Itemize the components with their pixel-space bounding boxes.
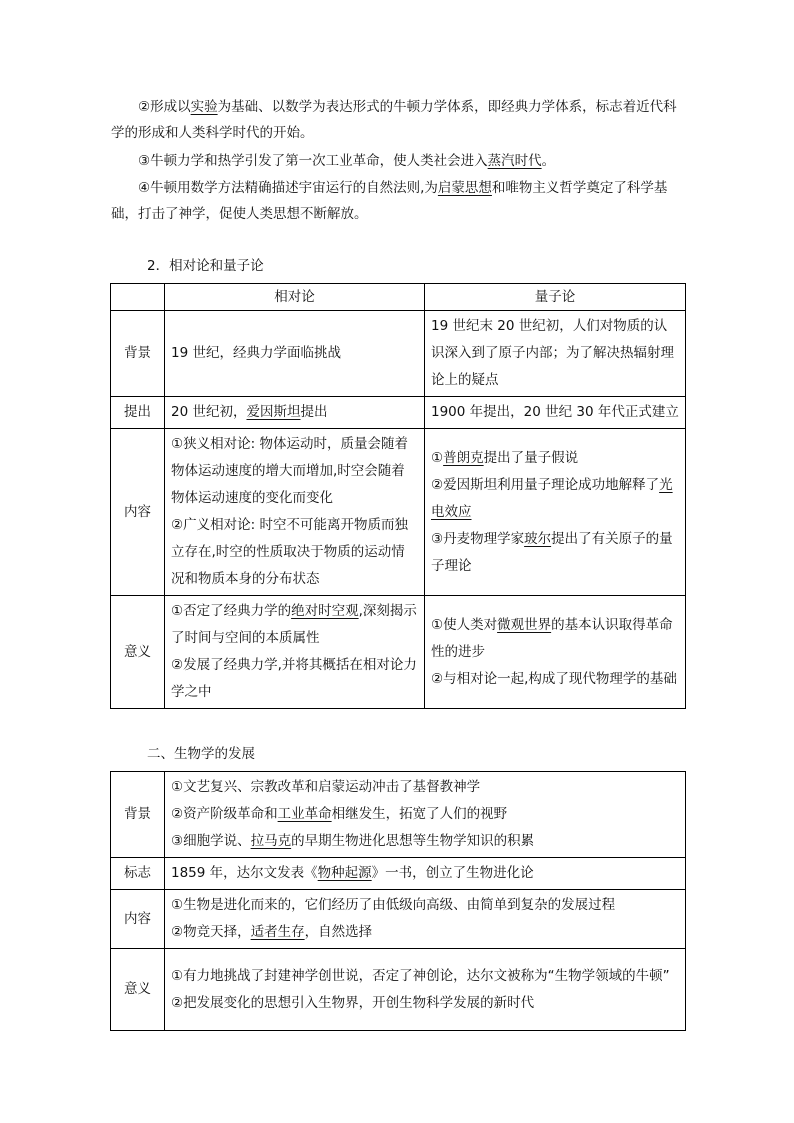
biology-content: [165, 890, 686, 949]
table-row-background: [111, 311, 686, 397]
text: ②广义相对论: 时空不可能离开物质而独立存在,时空的性质取决于物质的运动情况和物质本身的分布状态: [171, 517, 408, 587]
text: 为基础、以数学为表达形式的牛顿力学体系，即经典力学体系，标志着近代科学的形成和人类科学时代的开始。: [111, 99, 677, 141]
key-term: 工业革命: [277, 806, 332, 822]
table-row-significance: [111, 596, 686, 709]
text: [431, 526, 679, 580]
text: ③牛顿力学和热学引发了第一次工业革命，使人类社会进入: [138, 153, 488, 169]
text: ②把发展变化的思想引入生物界，开创生物科学发展的新时代: [171, 994, 535, 1011]
text: [171, 919, 679, 946]
text: 和唯物主义哲学奠定了科学基础，打击了神学，促使人类思想不断解放。: [111, 180, 668, 222]
table-row-proposed: [111, 397, 686, 429]
row-label: 意义: [111, 596, 165, 709]
section-heading-relativity-quantum: 2．相对论和量子论: [147, 258, 264, 274]
header-empty: [111, 284, 165, 311]
row-label: 标志: [111, 858, 165, 890]
text: [171, 801, 679, 828]
paragraph-enlightenment: [111, 175, 685, 227]
text: [171, 828, 679, 855]
text: 。: [541, 153, 556, 169]
text: ②爱因斯坦利用量子理论成功地解释了: [431, 476, 660, 493]
text: 的早期生物进化思想等生物学知识的积累: [291, 833, 535, 849]
relativity-background: 19 世纪，经典力学面临挑战: [165, 311, 425, 397]
key-term: 玻尔: [524, 530, 552, 547]
row-label: 提出: [111, 397, 165, 429]
text: ①使人类对: [431, 616, 498, 633]
text: 提出了量子假说: [483, 449, 579, 466]
relativity-content: [165, 429, 425, 596]
biology-mark: [165, 858, 686, 890]
key-term: 启蒙思想: [437, 180, 492, 196]
quantum-content: [425, 429, 686, 596]
text: ②物竞天择，: [171, 924, 251, 940]
biology-background: [165, 772, 686, 858]
header-relativity: 相对论: [165, 284, 425, 311]
text: 提出了有关原子的量子理论: [431, 530, 673, 574]
text: ①: [431, 449, 444, 466]
text: ②资产阶级革命和: [171, 806, 278, 822]
paragraph-classical-mechanics: [111, 94, 685, 146]
relativity-proposed: [165, 397, 425, 429]
table-row-mark: [111, 858, 686, 890]
text: ②与相对论一起,构成了现代物理学的基础: [431, 670, 677, 687]
text: ①文艺复兴、宗教改革和启蒙运动冲击了基督教神学: [171, 779, 481, 795]
key-term: 适者生存: [250, 924, 305, 940]
row-label: 背景: [111, 311, 165, 397]
table-row-content: [111, 429, 686, 596]
key-term: 爱因斯坦: [246, 404, 301, 420]
section-heading-biology: 二、生物学的发展: [147, 746, 255, 762]
key-term: 光电效应: [431, 476, 673, 520]
text: ③丹麦物理学家: [431, 530, 525, 547]
row-label: 背景: [111, 772, 165, 858]
text: ④牛顿用数学方法精确描述宇宙运行的自然法则,为: [138, 180, 438, 196]
quantum-significance: [425, 596, 686, 709]
text: [431, 472, 679, 526]
text: ，自然选择: [304, 924, 373, 940]
header-quantum: 量子论: [425, 284, 686, 311]
text: ①否定了经典力学的: [171, 603, 292, 619]
table-row-content: [111, 890, 686, 949]
text: 20 世纪初，: [171, 404, 247, 420]
key-term: 拉马克: [250, 833, 292, 849]
table-row-background: [111, 772, 686, 858]
key-term: 实验: [190, 99, 218, 115]
text: ,深刻揭示了时间与空间的本质属性: [171, 603, 417, 646]
text: 1859 年，达尔文发表《: [171, 865, 318, 881]
row-label: 内容: [111, 890, 165, 949]
text: ①有力地挑战了封建神学创世说，否定了神创论，达尔文被称为“生物学领域的牛顿”: [171, 967, 670, 984]
key-term: 微观世界: [497, 616, 552, 633]
row-label: 内容: [111, 429, 165, 596]
key-term: 蒸汽时代: [487, 153, 542, 169]
biology-significance: [165, 949, 686, 1031]
quantum-background: 19 世纪末 20 世纪初，人们对物质的认识深入到了原子内部；为了解决热辐射理论上的疑点: [425, 311, 686, 397]
text: 的基本认识取得革命性的进步: [431, 616, 673, 660]
text: 》一书，创立了生物进化论: [371, 865, 534, 881]
biology-table: [110, 771, 686, 1031]
row-label: 意义: [111, 949, 165, 1031]
text: ①生物是进化而来的，它们经历了由低级向高级、由简单到复杂的发展过程: [171, 897, 616, 913]
relativity-quantum-table: [110, 283, 686, 709]
text: ②形成以: [138, 99, 191, 115]
table-header-row: [111, 284, 686, 311]
text: ③细胞学说、: [171, 833, 251, 849]
text: ①狭义相对论: 物体运动时，质量会随着物体运动速度的增大而增加,时空会随着物体运动速度的变化而变化: [171, 436, 408, 506]
text: [431, 612, 679, 666]
key-term: 绝对时空观: [291, 603, 359, 619]
quantum-proposed: 1900 年提出，20 世纪 30 年代正式建立: [425, 397, 686, 429]
text: 相继发生，拓宽了人们的视野: [331, 806, 508, 822]
text: [431, 445, 679, 472]
key-term: 普朗克: [443, 449, 484, 466]
table-row-significance: [111, 949, 686, 1031]
relativity-significance: [165, 596, 425, 709]
key-term: 物种起源: [317, 865, 372, 881]
paragraph-industrial-revolution: [111, 148, 685, 174]
text: 提出: [300, 404, 328, 420]
text: [171, 598, 418, 652]
text: ②发展了经典力学,并将其概括在相对论力学之中: [171, 657, 417, 700]
